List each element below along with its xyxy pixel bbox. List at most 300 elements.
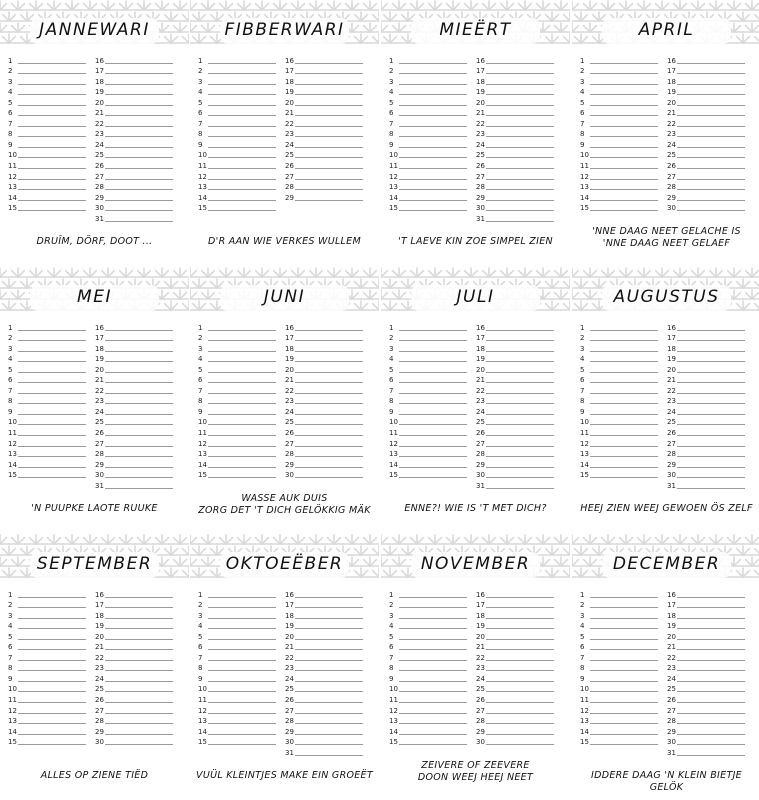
birthday-day-row [95,384,173,395]
write-line [590,477,658,478]
day-number: 1 [580,590,585,599]
day-number: 1 [389,323,394,332]
birthday-day-row [389,374,467,385]
write-line [105,446,173,447]
day-number: 30 [95,471,104,480]
write-line [486,713,554,714]
day-number: 6 [389,109,394,118]
day-number: 26 [476,162,485,171]
write-line [399,147,467,148]
write-line [486,73,554,74]
day-number: 27 [667,172,676,181]
write-line [295,361,363,362]
day-number: 13 [389,450,398,459]
birthday-day-row [95,332,173,343]
day-number: 27 [476,172,485,181]
birthday-day-row [389,715,467,726]
day-number: 6 [580,643,585,652]
day-number: 19 [667,622,676,631]
birthday-day-row [580,426,658,437]
day-number: 10 [8,418,17,427]
birthday-day-row [95,321,173,332]
write-line [105,94,173,95]
write-line [18,393,86,394]
month-title: JULI [456,287,495,307]
birthday-day-row [476,107,554,118]
write-line [677,157,745,158]
write-line [486,351,554,352]
day-number: 17 [667,67,676,76]
birthday-day-row [389,416,467,427]
day-number: 20 [285,98,294,107]
write-line [399,639,467,640]
write-line [399,424,467,425]
write-line [399,597,467,598]
write-line [590,361,658,362]
birthday-day-row [580,736,658,747]
day-number: 30 [285,471,294,480]
write-line [208,456,276,457]
write-line [677,340,745,341]
month-quote: 'NNE DAAG NEET GELACHE IS 'NNE DAAG NEET GELAEF [592,226,741,249]
write-line [295,435,363,436]
write-line [295,382,363,383]
write-line [590,340,658,341]
birthday-day-row [580,353,658,364]
day-number: 12 [580,172,589,181]
write-line [18,456,86,457]
day-number: 14 [580,193,589,202]
day-number: 7 [198,119,203,128]
write-line [295,340,363,341]
write-line [295,157,363,158]
write-line [295,723,363,724]
write-line [590,210,658,211]
day-number: 28 [285,717,294,726]
birthday-day-row [198,458,276,469]
write-line [590,435,658,436]
birthday-day-row [580,384,658,395]
birthday-day-row [389,181,467,192]
birthday-day-row [95,191,173,202]
write-line [590,73,658,74]
write-line [399,618,467,619]
birthday-day-row [580,96,658,107]
write-line [486,456,554,457]
birthday-day-row [667,693,745,704]
write-line [486,691,554,692]
birthday-day-row [580,683,658,694]
day-number: 1 [389,590,394,599]
write-line [18,670,86,671]
birthday-day-row [667,138,745,149]
write-line [105,628,173,629]
day-number: 17 [95,601,104,610]
write-line [295,351,363,352]
birthday-day-row [580,437,658,448]
days-column-left [198,588,276,746]
month-title: JUNI [263,287,306,307]
write-line [486,179,554,180]
birthday-day-row [580,641,658,652]
write-line [486,126,554,127]
birthday-day-row [667,448,745,459]
birthday-day-row [580,86,658,97]
birthday-day-row [667,384,745,395]
birthday-day-row [198,641,276,652]
birthday-day-row [389,75,467,86]
write-line [18,435,86,436]
write-line [486,681,554,682]
day-number: 19 [476,622,485,631]
day-number: 30 [667,738,676,747]
write-line [590,115,658,116]
day-number: 15 [580,738,589,747]
write-line [105,414,173,415]
write-line [399,372,467,373]
day-number: 7 [8,653,13,662]
write-line [18,702,86,703]
day-number: 15 [580,471,589,480]
day-number: 21 [95,109,104,118]
birthday-day-row [95,588,173,599]
write-line [677,351,745,352]
birthday-day-row [476,149,554,160]
days-column-right [476,588,554,746]
day-number: 1 [198,323,203,332]
day-number: 16 [95,590,104,599]
write-line [399,200,467,201]
day-number: 27 [285,439,294,448]
birthday-day-row [198,384,276,395]
write-line [208,147,276,148]
write-line [18,744,86,745]
day-number: 9 [580,407,585,416]
write-line [677,382,745,383]
birthday-day-row [285,458,363,469]
birthday-day-row [8,715,86,726]
write-line [295,744,363,745]
day-number: 30 [476,204,485,213]
day-number: 16 [476,56,485,65]
day-number: 18 [285,611,294,620]
write-line [590,723,658,724]
birthday-day-row [8,620,86,631]
day-number: 19 [95,88,104,97]
day-number: 24 [95,674,104,683]
day-number: 26 [476,696,485,705]
day-number: 29 [95,460,104,469]
birthday-day-row [198,599,276,610]
day-number: 25 [476,418,485,427]
day-number: 25 [667,418,676,427]
birthday-day-row [8,191,86,202]
birthday-day-row [476,641,554,652]
write-line [399,435,467,436]
birthday-day-row [580,448,658,459]
day-number: 23 [667,130,676,139]
birthday-day-row [285,96,363,107]
birthday-day-row [667,191,745,202]
birthday-day-row [285,469,363,480]
birthday-day-row [667,620,745,631]
write-line [208,424,276,425]
birthday-day-row [667,704,745,715]
day-number: 3 [8,611,13,620]
birthday-day-row [8,159,86,170]
birthday-day-row [198,620,276,631]
month-title: NOVEMBER [420,554,531,574]
write-line [295,63,363,64]
write-line [295,179,363,180]
birthday-day-row [95,416,173,427]
birthday-day-row [8,149,86,160]
birthday-day-row [580,374,658,385]
birthday-day-row [667,715,745,726]
write-line [18,713,86,714]
day-number: 3 [389,77,394,86]
day-number: 27 [285,706,294,715]
write-line [18,424,86,425]
day-number: 19 [285,88,294,97]
write-line [590,424,658,425]
day-number: 4 [389,88,394,97]
birthday-day-row [389,704,467,715]
write-line [677,210,745,211]
day-number: 11 [8,429,17,438]
write-line [677,126,745,127]
birthday-day-row [389,683,467,694]
birthday-day-row [95,149,173,160]
day-number: 16 [285,56,294,65]
day-number: 16 [285,323,294,332]
day-number: 8 [580,664,585,673]
birthday-day-row [667,181,745,192]
birthday-day-row [285,65,363,76]
birthday-day-row [476,128,554,139]
day-number: 24 [95,407,104,416]
day-number: 23 [667,664,676,673]
day-number: 21 [476,376,485,385]
days-column-right [285,321,363,479]
write-line [105,136,173,137]
month-page-juni [190,267,379,533]
day-number: 17 [285,601,294,610]
birthday-day-row [95,641,173,652]
write-line [105,670,173,671]
write-line [486,393,554,394]
month-quote: 'N PUUPKE LAOTE RUUKE [31,503,158,514]
day-number: 15 [8,738,17,747]
birthday-day-row [285,437,363,448]
write-line [486,467,554,468]
day-number: 27 [476,706,485,715]
birthday-day-row [580,75,658,86]
birthday-day-row [476,54,554,65]
write-line [677,361,745,362]
month-page-mei [0,267,189,533]
day-number: 8 [389,397,394,406]
birthday-day-row [198,693,276,704]
birthday-day-row [95,159,173,170]
day-number: 13 [8,183,17,192]
day-number: 31 [285,748,294,757]
day-number: 22 [476,386,485,395]
write-line [18,467,86,468]
write-line [105,73,173,74]
write-line [295,607,363,608]
day-number: 10 [198,685,207,694]
birthday-day-row [580,599,658,610]
write-line [295,73,363,74]
day-number: 15 [389,471,398,480]
birthday-day-row [95,363,173,374]
day-number: 7 [389,119,394,128]
birthday-day-row [8,683,86,694]
birthday-day-row [389,54,467,65]
day-number: 18 [95,77,104,86]
day-number: 15 [198,471,207,480]
birthday-day-row [198,65,276,76]
birthday-day-row [580,181,658,192]
birthday-day-row [95,138,173,149]
day-number: 18 [667,611,676,620]
day-number: 15 [198,738,207,747]
month-title: MIEËRT [439,20,512,40]
day-number: 9 [8,140,13,149]
birthday-day-row [667,321,745,332]
write-line [105,639,173,640]
birthday-day-row [389,662,467,673]
write-line [18,723,86,724]
day-number: 8 [8,130,13,139]
birthday-day-row [285,672,363,683]
birthday-day-row [476,416,554,427]
birthday-day-row [285,181,363,192]
write-line [486,597,554,598]
day-number: 5 [8,632,13,641]
birthday-day-row [667,746,745,757]
day-number: 14 [389,193,398,202]
day-number: 11 [389,696,398,705]
birthday-day-row [389,342,467,353]
write-line [399,607,467,608]
day-number: 24 [667,140,676,149]
write-line [208,628,276,629]
month-quote: ZEIVERE OF ZEEVERE DOON WEEJ HEEJ NEET [417,760,534,783]
birthday-day-row [285,715,363,726]
day-number: 30 [667,471,676,480]
birthday-day-row [667,65,745,76]
day-number: 15 [8,471,17,480]
days-column-left [8,54,86,212]
write-line [105,63,173,64]
birthday-day-row [198,426,276,437]
month-page-juli [381,267,570,533]
month-quote: ALLES OP ZIENE TIËD [40,770,149,781]
write-line [486,115,554,116]
month-page-september [0,534,189,800]
write-line [295,477,363,478]
write-line [105,723,173,724]
birthday-day-row [95,96,173,107]
birthday-day-row [285,630,363,641]
day-number: 16 [285,590,294,599]
birthday-day-row [389,353,467,364]
write-line [295,691,363,692]
day-number: 21 [667,109,676,118]
day-number: 24 [285,407,294,416]
birthday-day-row [8,736,86,747]
day-number: 21 [95,643,104,652]
day-number: 15 [8,204,17,213]
day-number: 21 [667,643,676,652]
write-line [208,361,276,362]
day-number: 26 [667,429,676,438]
birthday-day-row [95,128,173,139]
birthday-day-row [580,191,658,202]
write-line [486,435,554,436]
write-line [295,702,363,703]
day-number: 11 [198,162,207,171]
birthday-day-row [580,609,658,620]
write-line [486,168,554,169]
day-number: 30 [95,738,104,747]
day-number: 9 [8,407,13,416]
day-number: 1 [198,590,203,599]
write-line [208,607,276,608]
birthday-day-row [667,609,745,620]
day-number: 11 [580,696,589,705]
birthday-day-row [198,715,276,726]
write-line [105,456,173,457]
birthday-day-row [285,374,363,385]
birthday-day-row [95,202,173,213]
write-line [677,691,745,692]
write-line [295,136,363,137]
write-line [208,446,276,447]
day-number: 8 [389,664,394,673]
day-number: 13 [580,450,589,459]
write-line [399,382,467,383]
day-number: 26 [285,429,294,438]
write-line [105,702,173,703]
day-number: 10 [198,418,207,427]
write-line [399,340,467,341]
write-line [208,393,276,394]
write-line [590,744,658,745]
birthday-day-row [198,704,276,715]
write-line [18,361,86,362]
birthday-day-row [667,416,745,427]
month-title: MEI [77,287,112,307]
birthday-day-row [476,138,554,149]
day-number: 2 [8,334,13,343]
write-line [677,723,745,724]
write-line [105,221,173,222]
write-line [105,681,173,682]
birthday-day-row [667,662,745,673]
day-number: 31 [667,481,676,490]
day-number: 23 [476,664,485,673]
write-line [677,147,745,148]
birthday-day-row [285,609,363,620]
day-number: 14 [8,727,17,736]
write-line [590,351,658,352]
birthday-day-row [389,630,467,641]
day-number: 8 [389,130,394,139]
birthday-day-row [580,363,658,374]
